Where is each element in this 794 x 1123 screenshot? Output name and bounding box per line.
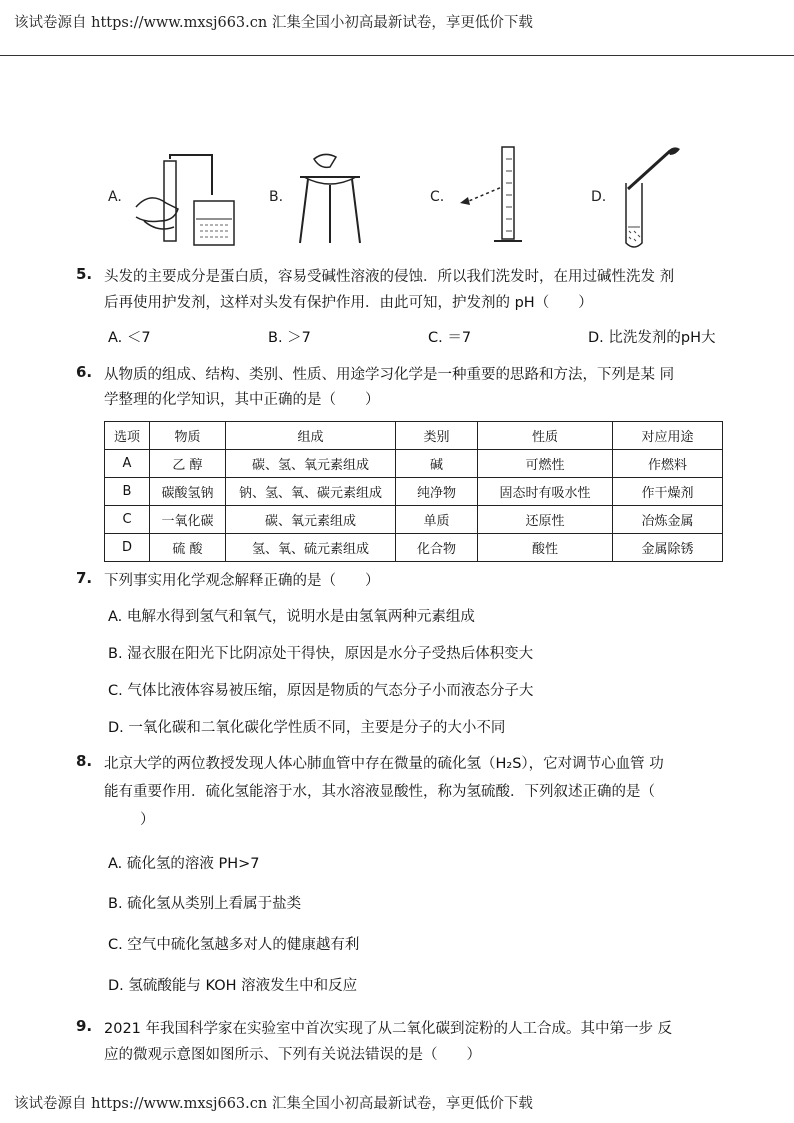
table-header-cell: 类别: [396, 422, 478, 450]
question-7-choice-b: B. 湿衣服在阳光下比阴凉处干得快，原因是水分子受热后体积变大: [108, 646, 534, 662]
table-cell: 一氧化碳: [150, 506, 226, 534]
question-8-choice-d: D. 氢硫酸能与 KOH 溶液发生中和反应: [108, 978, 358, 994]
question-6-line-2: 学整理的化学知识，其中正确的是（ ）: [104, 392, 380, 408]
question-8-line-1: 北京大学的两位教授发现人体心肺血管中存在微量的硫化氢（H₂S），它对调节心血管 功: [104, 756, 664, 772]
question-9-line-1: 2021 年我国科学家在实验室中首次实现了从二氧化碳到淀粉的人工合成。其中第一步 反: [104, 1021, 673, 1037]
table-cell: 单质: [396, 506, 478, 534]
question-5-choice-a: A. ＜7: [108, 330, 151, 346]
question-5-choice-c: C. ＝7: [428, 330, 472, 346]
table-cell: A: [105, 450, 150, 478]
table-cell: D: [105, 534, 150, 562]
question-5-number: 5.: [76, 265, 93, 283]
table-cell: 冶炼金属: [613, 506, 723, 534]
table-cell: 碳、氧元素组成: [226, 506, 396, 534]
table-cell: 化合物: [396, 534, 478, 562]
question-7-choice-a: A. 电解水得到氢气和氧气，说明水是由氢氧两种元素组成: [108, 609, 475, 625]
table-cell: 纯净物: [396, 478, 478, 506]
question-5-line-2: 后再使用护发剂，这样对头发有保护作用．由此可知，护发剂的 pH（ ）: [104, 295, 593, 311]
table-cell: C: [105, 506, 150, 534]
question-9-number: 9.: [76, 1017, 93, 1035]
question-9-line-2: 应的微观示意图如图所示、下列有关说法错误的是（ ）: [104, 1047, 481, 1063]
evaporating-dish-figure: [290, 147, 370, 247]
graduated-cylinder-figure: [456, 143, 536, 251]
table-cell: 作干燥剂: [613, 478, 723, 506]
table-cell: 碱: [396, 450, 478, 478]
question-7-choice-d: D. 一氧化碳和二氧化碳化学性质不同，主要是分子的大小不同: [108, 720, 506, 736]
question-8-choice-b: B. 硫化氢从类别上看属于盐类: [108, 896, 302, 912]
question-5-choice-b: B. ＞7: [268, 330, 311, 346]
page-header: 该试卷源自 https://www.mxsj663.cn 汇集全国小初高最新试卷，享更低价下载: [14, 15, 533, 31]
table-header-row: [105, 422, 723, 450]
question-8-choice-c: C. 空气中硫化氢越多对人的健康越有利: [108, 937, 360, 953]
table-row: [105, 534, 723, 562]
apparatus-figures: [0, 137, 794, 253]
table-header-cell: 组成: [226, 422, 396, 450]
question-7-number: 7.: [76, 569, 93, 587]
table-cell: 作燃料: [613, 450, 723, 478]
question-8-choice-a: A. 硫化氢的溶液 PH>7: [108, 856, 260, 872]
header-divider: [0, 55, 794, 56]
table-header-cell: 选项: [105, 422, 150, 450]
table-cell: 碳、氢、氧元素组成: [226, 450, 396, 478]
question-5-choice-d: D. 比洗发剂的pH大: [588, 330, 716, 346]
table-cell: 固态时有吸水性: [478, 478, 613, 506]
question-5-line-1: 头发的主要成分是蛋白质，容易受碱性溶液的侵蚀．所以我们洗发时，在用过碱性洗发 剂: [104, 269, 675, 285]
test-tube-figure: [614, 143, 694, 251]
question-6-line-1: 从物质的组成、结构、类别、性质、用途学习化学是一种重要的思路和方法，下列是某 同: [104, 367, 675, 383]
table-row: [105, 478, 723, 506]
question-6-number: 6.: [76, 363, 93, 381]
figure-label-c: C.: [430, 189, 445, 205]
table-cell: 氢、氧、硫元素组成: [226, 534, 396, 562]
question-8-number: 8.: [76, 752, 93, 770]
figure-label-b: B.: [269, 189, 284, 205]
table-cell: 还原性: [478, 506, 613, 534]
figure-label-d: D.: [591, 189, 607, 205]
question-7-choice-c: C. 气体比液体容易被压缩，原因是物质的气态分子小而液态分子大: [108, 683, 534, 699]
chemistry-table: [104, 421, 723, 562]
question-7-line-1: 下列事实用化学观念解释正确的是（ ）: [104, 573, 380, 589]
gas-collection-figure: [130, 147, 240, 247]
table-cell: 钠、氢、氧、碳元素组成: [226, 478, 396, 506]
table-cell: B: [105, 478, 150, 506]
page-footer: 该试卷源自 https://www.mxsj663.cn 汇集全国小初高最新试卷，享更低价下载: [14, 1096, 533, 1112]
table-row: [105, 450, 723, 478]
table-cell: 酸性: [478, 534, 613, 562]
table-cell: 可燃性: [478, 450, 613, 478]
table-cell: 硫 酸: [150, 534, 226, 562]
table-header-cell: 性质: [478, 422, 613, 450]
table-cell: 金属除锈: [613, 534, 723, 562]
table-cell: 碳酸氢钠: [150, 478, 226, 506]
table-row: [105, 506, 723, 534]
table-cell: 乙 醇: [150, 450, 226, 478]
figure-label-a: A.: [108, 189, 122, 205]
table-header-cell: 对应用途: [613, 422, 723, 450]
table-header-cell: 物质: [150, 422, 226, 450]
question-8-line-3: ）: [140, 812, 155, 828]
question-8-line-2: 能有重要作用．硫化氢能溶于水，其水溶液显酸性，称为氢硫酸．下列叙述正确的是（: [104, 784, 655, 800]
